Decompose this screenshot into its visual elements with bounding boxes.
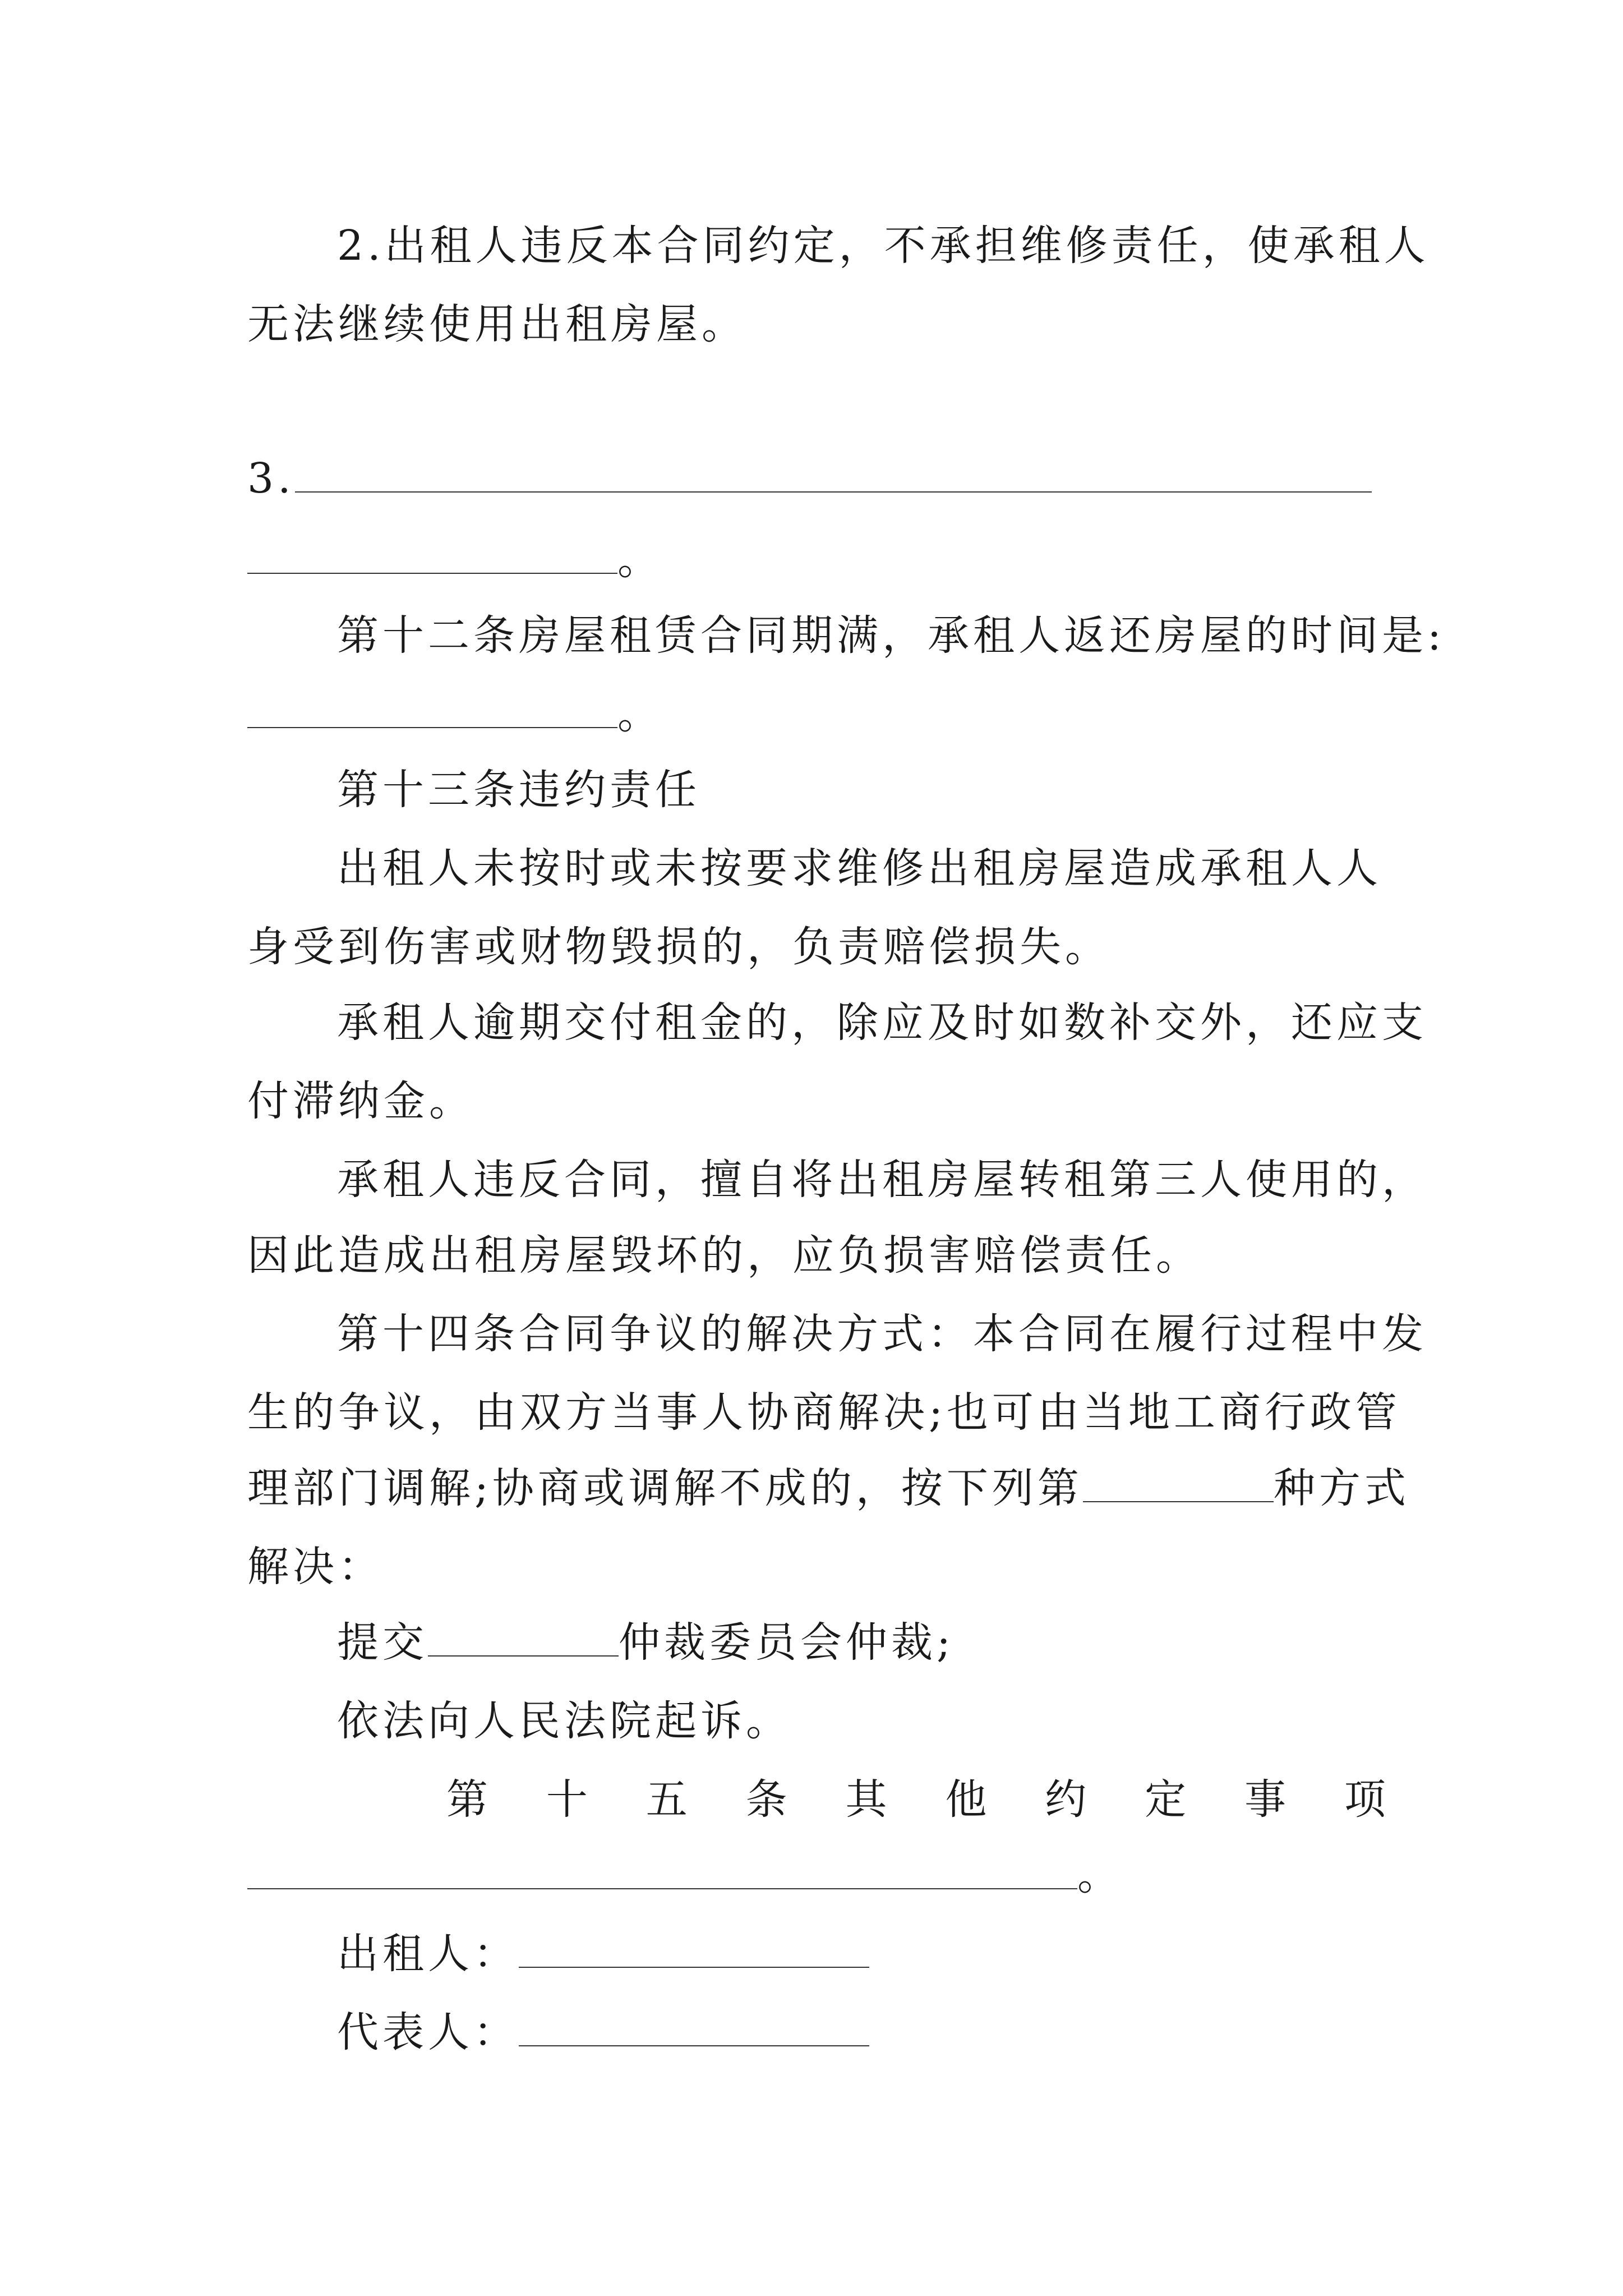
dispute-method-blank bbox=[1083, 1466, 1274, 1502]
clause-15-char: 约 bbox=[1045, 1775, 1087, 1824]
lessor-blank bbox=[519, 1932, 869, 1968]
clause-14-line-3 bbox=[247, 1457, 1410, 1519]
clause-14-option-court: 依法向人民法院起诉。 bbox=[337, 1697, 791, 1745]
clause-11-item-3 bbox=[247, 448, 1386, 509]
clause-13-p3-line-2: 因此造成出租房屋毁坏的，应负损害赔偿责任。 bbox=[247, 1231, 1201, 1280]
return-time-blank bbox=[247, 692, 617, 728]
representative-signature-line bbox=[337, 2001, 1386, 2063]
clause-13-p1-line-1: 出租人未按时或未按要求维修出租房屋造成承租人人 bbox=[337, 844, 1382, 892]
clause-15-char: 其 bbox=[845, 1775, 887, 1824]
clause-11-item-2-line-2: 无法继续使用出租房屋。 bbox=[247, 300, 747, 348]
clause-11-item-2-line-1: 2.出租人违反本合同约定，不承担维修责任，使承租人 bbox=[337, 222, 1430, 270]
clause-11-item-3-continuation bbox=[247, 529, 1386, 591]
clause-15-char: 定 bbox=[1145, 1775, 1187, 1824]
other-matters-blank bbox=[247, 1853, 1077, 1889]
option-arbitration-end: 仲裁委员会仲裁; bbox=[619, 1618, 955, 1667]
item-3-blank-continuation bbox=[247, 538, 617, 574]
lessor-label: 出租人： bbox=[337, 1930, 519, 1978]
clause-15-period: 。 bbox=[1077, 1851, 1123, 1899]
clause-12-continuation bbox=[247, 683, 1386, 745]
clause-13-p2-line-1: 承租人逾期交付租金的，除应及时如数补交外，还应支 bbox=[337, 999, 1427, 1047]
clause-15-heading bbox=[446, 1769, 1386, 1830]
clause-15-char: 事 bbox=[1244, 1775, 1286, 1824]
clause-15-char: 五 bbox=[645, 1775, 688, 1824]
clause-14-line-4: 解决： bbox=[247, 1543, 384, 1591]
clause-15-char: 第 bbox=[446, 1775, 488, 1824]
clause-14-line-1: 第十四条合同争议的解决方式：本合同在履行过程中发 bbox=[337, 1310, 1427, 1358]
clause-13-p1-line-2: 身受到伤害或财物毁损的，负责赔偿损失。 bbox=[247, 923, 1110, 971]
lessor-signature-line bbox=[337, 1923, 1386, 1985]
item-3-number: 3. bbox=[247, 454, 295, 503]
clause-15-char: 条 bbox=[745, 1775, 787, 1824]
clause-13-heading: 第十三条违约责任 bbox=[337, 766, 700, 814]
clause-12-period: 。 bbox=[617, 690, 663, 738]
item-3-period: 。 bbox=[617, 536, 663, 584]
clause-13-p2-line-2: 付滞纳金。 bbox=[247, 1077, 474, 1125]
clause-15-char: 十 bbox=[546, 1775, 588, 1824]
representative-label: 代表人： bbox=[337, 2008, 519, 2056]
option-arbitration-start: 提交 bbox=[337, 1618, 428, 1667]
clause-14-option-arbitration bbox=[337, 1612, 1386, 1673]
representative-blank bbox=[519, 2010, 869, 2046]
clause-14-line-2: 生的争议，由双方当事人协商解决;也可由当地工商行政管 bbox=[247, 1388, 1401, 1437]
item-3-blank bbox=[295, 457, 1372, 493]
clause-13-p3-line-1: 承租人违反合同，擅自将出租房屋转租第三人使用的， bbox=[337, 1156, 1427, 1204]
clause-12-text: 第十二条房屋租赁合同期满，承租人返还房屋的时间是: bbox=[337, 611, 1445, 660]
clause-14-line-3-end: 种方式 bbox=[1273, 1464, 1410, 1512]
clause-14-line-3-start: 理部门调解;协商或调解不成的，按下列第 bbox=[247, 1464, 1083, 1512]
clause-15-char: 项 bbox=[1344, 1775, 1386, 1824]
clause-15-continuation bbox=[247, 1844, 1386, 1906]
arbitration-committee-blank bbox=[428, 1621, 619, 1657]
clause-15-char: 他 bbox=[945, 1775, 987, 1824]
